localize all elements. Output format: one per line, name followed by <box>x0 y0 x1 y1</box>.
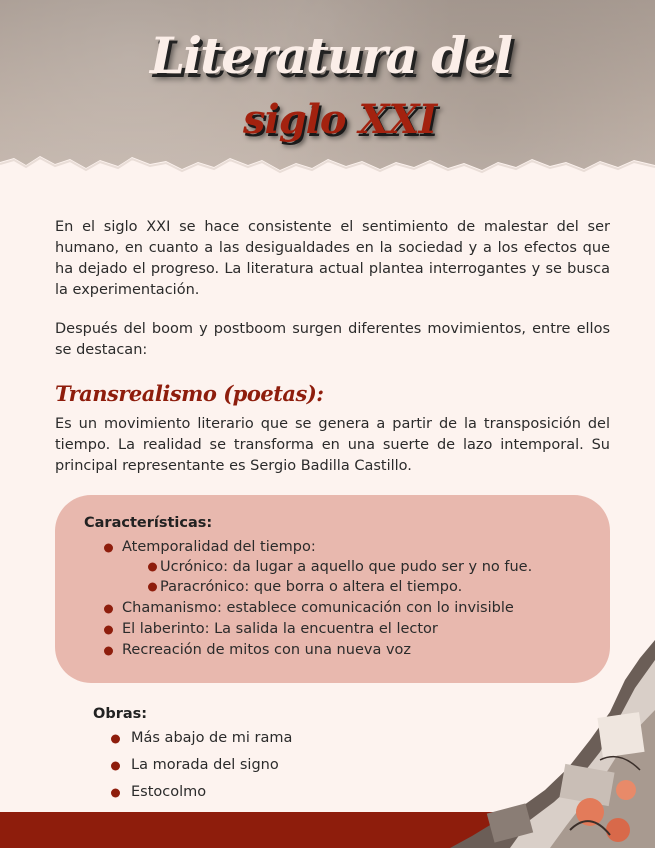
torn-paper-edge <box>0 140 655 200</box>
work-item: Más abajo de mi rama <box>131 725 292 752</box>
collage-decoration <box>450 640 655 848</box>
section-title: Transrealismo (poetas): <box>55 381 324 406</box>
work-item: Estocolmo <box>131 779 292 806</box>
section-description: Es un movimiento literario que se genera a partir de la transposición del tiempo. La realidad se transforma en una suerte de lazo intemporal. Su principal representante es Sergio Badilla Castillo. <box>55 416 610 474</box>
works-list <box>131 725 292 806</box>
features-list-top <box>122 537 316 558</box>
feature-item: El laberinto: La salida la encuentra el lector <box>122 619 514 640</box>
feature-item: Recreación de mitos con una nueva voz <box>122 640 514 661</box>
features-sublist <box>160 557 532 597</box>
feature-item: Chamanismo: establece comunicación con lo invisible <box>122 598 514 619</box>
intro-paragraph-1: En el siglo XXI se hace consistente el sentimiento de malestar del ser humano, en cuanto a las desigualdades en la sociedad y a los efectos que ha dejado el progreso. La literatura actual plantea interrogantes y se busca la experimentación. <box>55 219 610 298</box>
features-title: Características: <box>84 515 213 531</box>
intro-paragraph-2: Después del boom y postboom surgen diferentes movimientos, entre ellos se destacan: <box>55 321 610 358</box>
works-title: Obras: <box>93 706 148 722</box>
work-item: La morada del signo <box>131 752 292 779</box>
feature-subitem: Ucrónico: da lugar a aquello que pudo ser y no fue. <box>160 559 533 575</box>
title-line-1: Literatura del <box>150 26 512 85</box>
feature-item: Atemporalidad del tiempo: <box>122 537 316 558</box>
title-line-2: siglo XXI <box>243 96 437 143</box>
feature-subitem: Paracrónico: que borra o altera el tiempo. <box>160 577 532 597</box>
